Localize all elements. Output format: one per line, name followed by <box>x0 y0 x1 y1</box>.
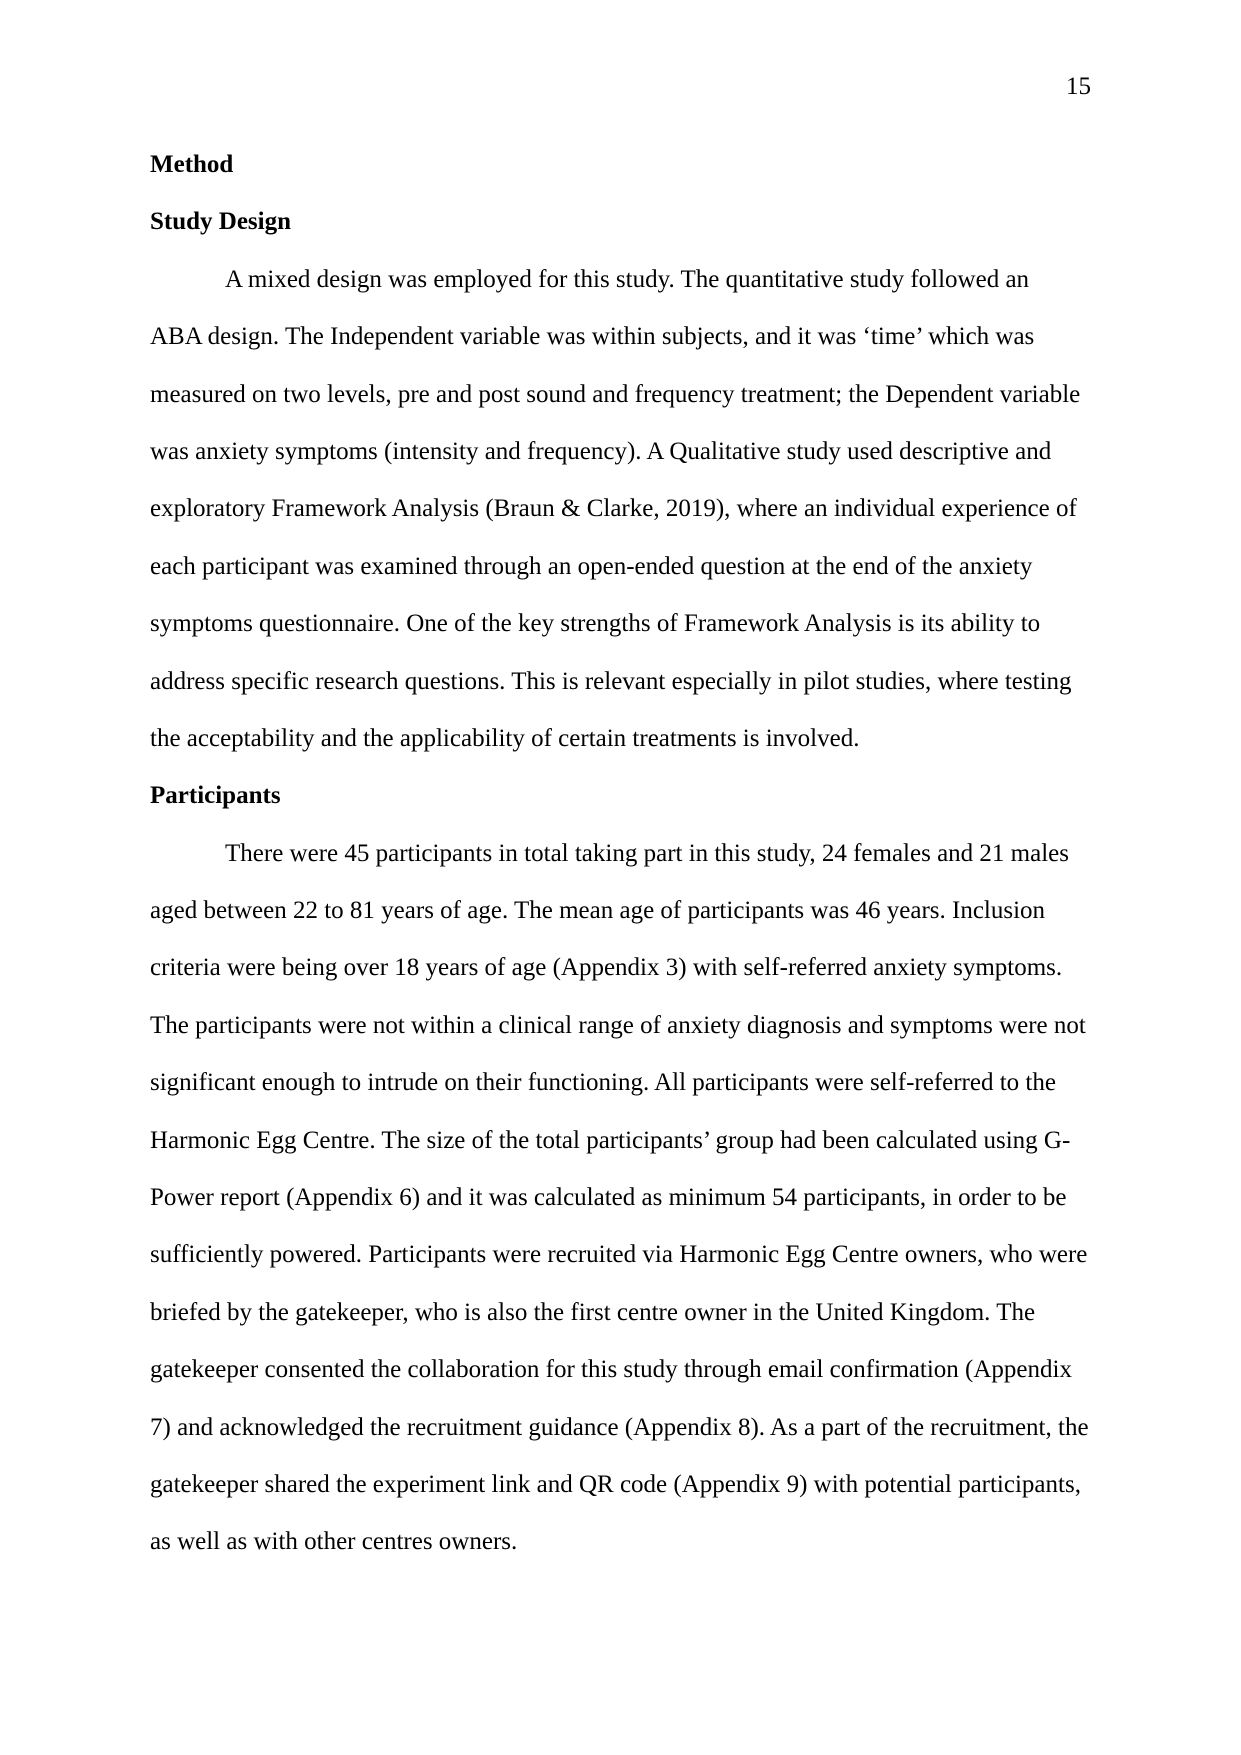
paragraph-line: measured on two levels, pre and post sound and frequency treatment; the Dependent variable <box>150 380 1081 408</box>
paragraph-line: 7) and acknowledged the recruitment guidance (Appendix 8). As a part of the recruitment, the <box>150 1413 1089 1441</box>
paragraph-line: gatekeeper shared the experiment link and QR code (Appendix 9) with potential participants, <box>150 1470 1081 1498</box>
paragraph-line: A mixed design was employed for this study. The quantitative study followed an <box>225 265 1030 293</box>
paragraph-line: exploratory Framework Analysis (Braun & Clarke, 2019), where an individual experience of <box>150 495 1077 523</box>
paragraph-line: briefed by the gatekeeper, who is also the first centre owner in the United Kingdom. The <box>150 1298 1036 1326</box>
heading-study-design: Study Design <box>150 208 292 236</box>
paragraph-line: address specific research questions. This is relevant especially in pilot studies, where testing <box>150 667 1072 695</box>
paragraph-line: criteria were being over 18 years of age (Appendix 3) with self-referred anxiety symptoms. <box>150 954 1063 982</box>
paragraph-line: ABA design. The Independent variable was within subjects, and it was ‘time’ which was <box>150 323 1035 351</box>
heading-method: Method <box>150 151 234 178</box>
paragraph-line: significant enough to intrude on their functioning. All participants were self-referred to the <box>150 1069 1056 1097</box>
document-body <box>150 136 1091 1571</box>
page-number: 15 <box>1066 73 1091 100</box>
heading-participants: Participants <box>150 782 281 810</box>
paragraph-line: Harmonic Egg Centre. The size of the total participants’ group had been calculated using G- <box>150 1126 1071 1154</box>
paragraph-line: symptoms questionnaire. One of the key strengths of Framework Analysis is its ability to <box>150 610 1041 638</box>
paragraph-line: The participants were not within a clinical range of anxiety diagnosis and symptoms were not <box>150 1011 1086 1039</box>
paragraph-line: aged between 22 to 81 years of age. The mean age of participants was 46 years. Inclusion <box>150 897 1046 925</box>
paragraph-line: each participant was examined through an open-ended question at the end of the anxiety <box>150 552 1033 580</box>
paragraph-line: There were 45 participants in total taking part in this study, 24 females and 21 males <box>225 839 1069 867</box>
paragraph-line: gatekeeper consented the collaboration for this study through email confirmation (Appendix <box>150 1356 1072 1384</box>
paragraph-line: Power report (Appendix 6) and it was calculated as minimum 54 participants, in order to be <box>150 1184 1067 1212</box>
page-header <box>1066 72 1091 102</box>
paragraph-line: sufficiently powered. Participants were recruited via Harmonic Egg Centre owners, who were <box>150 1241 1088 1269</box>
paragraph-line: the acceptability and the applicability of certain treatments is involved. <box>150 724 860 752</box>
paragraph-line: was anxiety symptoms (intensity and frequency). A Qualitative study used descriptive and <box>150 437 1052 465</box>
paragraph-line: as well as with other centres owners. <box>150 1528 518 1556</box>
